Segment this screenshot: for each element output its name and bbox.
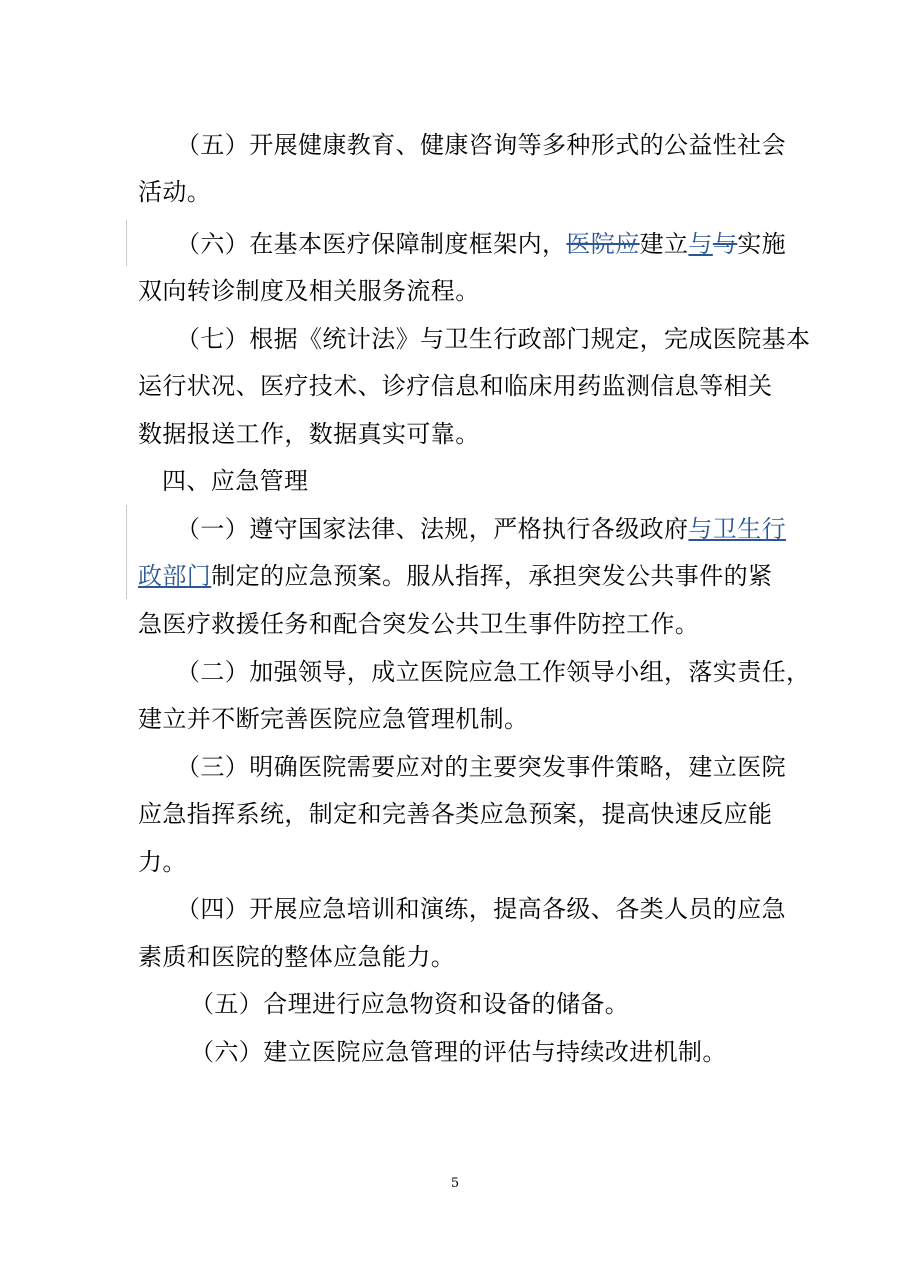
paragraph-line-tracked [176,513,786,545]
paragraph-line: 力。 [138,848,187,876]
paragraph-line: （五）合理进行应急物资和设备的储备。 [190,990,630,1018]
paragraph-line: （二）加强领导，成立医院应急工作领导小组，落实责任， [176,658,811,686]
inserted-text[interactable]: 政部门 [138,562,212,590]
paragraph-line: 急医疗救援任务和配合突发公共卫生事件防控工作。 [138,610,700,638]
paragraph-line: 运行状况、医疗技术、诊疗信息和临床用药监测信息等相关 [138,372,773,400]
paragraph-line: （六）建立医院应急管理的评估与持续改进机制。 [190,1038,727,1066]
section-heading: 四、应急管理 [162,467,309,495]
paragraph-line: 应急指挥系统，制定和完善各类应急预案，提高快速反应能 [138,800,773,828]
paragraph-line: （五）开展健康教育、健康咨询等多种形式的公益性社会 [176,131,786,159]
paragraph-line: 素质和医院的整体应急能力。 [138,943,456,971]
paragraph-line: 建立并不断完善医院应急管理机制。 [138,705,529,733]
paragraph-line-tracked [176,228,786,260]
paragraph-line: （四）开展应急培训和演练，提高各级、各类人员的应急 [176,895,786,923]
text-run: 实施 [737,230,787,258]
deleted-text[interactable]: 与 [712,230,738,258]
inserted-text[interactable]: 与卫生行 [688,515,787,543]
inserted-text[interactable]: 与 [688,230,713,258]
change-bar [126,220,127,266]
change-bar [126,505,127,599]
page-number: 5 [450,1176,460,1191]
paragraph-line-tracked [138,560,772,592]
text-run: （一）遵守国家法律、法规，严格执行各级政府 [176,515,689,543]
deleted-text[interactable]: 医院应 [566,230,640,258]
paragraph-line: （三）明确医院需要应对的主要突发事件策略，建立医院 [176,753,786,781]
paragraph-line: （七）根据《统计法》与卫生行政部门规定，完成医院基本 [176,325,811,353]
text-run: 制定的应急预案。服从指挥，承担突发公共事件的紧 [211,562,773,590]
paragraph-line: 双向转诊制度及相关服务流程。 [138,277,480,305]
paragraph-line: 活动。 [138,178,212,206]
paragraph-line: 数据报送工作，数据真实可靠。 [138,420,480,448]
text-run: 建立 [639,230,689,258]
text-run: （六）在基本医疗保障制度框架内， [176,230,567,258]
